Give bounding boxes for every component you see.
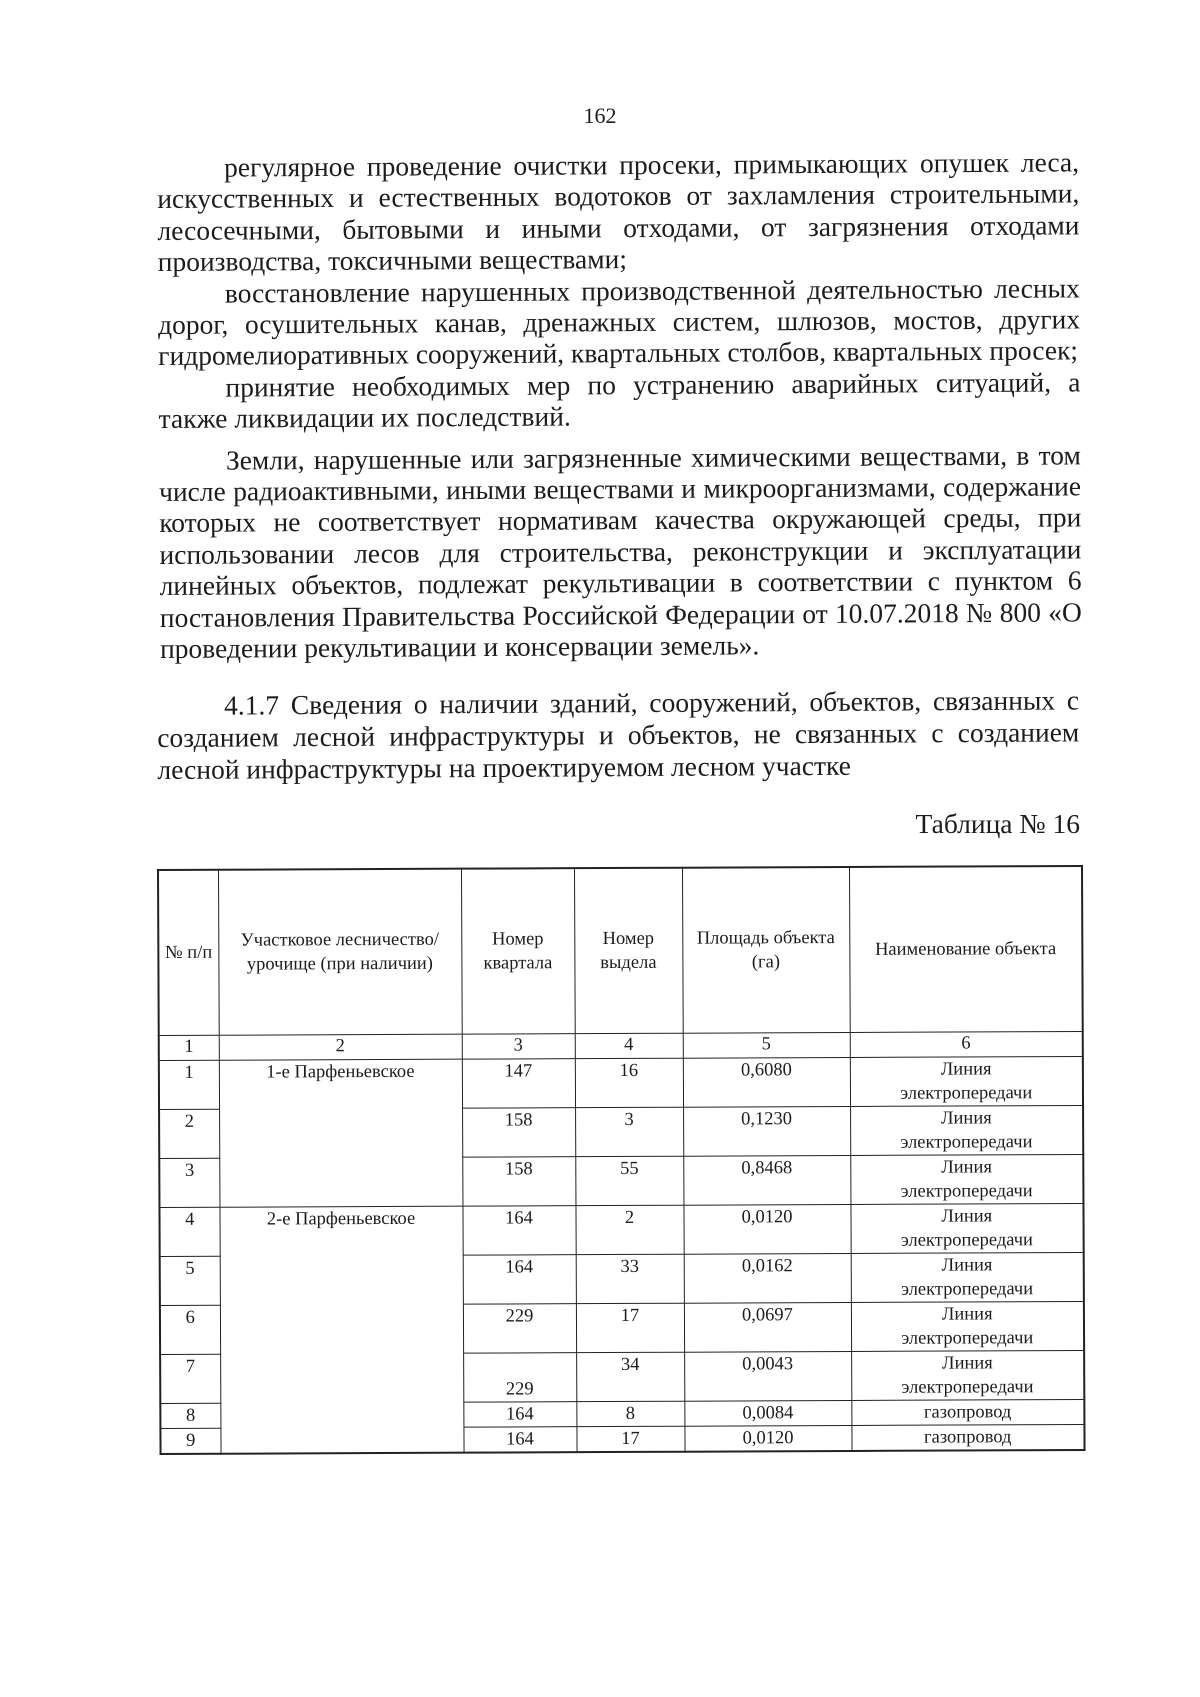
quarter-cell: 229 xyxy=(463,1304,576,1353)
section-cell: 16 xyxy=(575,1058,683,1107)
section-cell: 8 xyxy=(576,1401,684,1426)
object-name-line1: Линия xyxy=(940,1108,992,1129)
table-container xyxy=(157,865,1084,1455)
object-name-line1: Линия xyxy=(941,1157,992,1178)
area-cell: 0,0084 xyxy=(684,1400,851,1426)
object-name-cell xyxy=(851,1399,1084,1425)
quarter-cell: 164 xyxy=(462,1206,575,1255)
area-cell: 0,8468 xyxy=(683,1155,850,1205)
table-row xyxy=(159,1056,1083,1109)
quarter-cell: 147 xyxy=(462,1059,575,1108)
row-num: 3 xyxy=(159,1158,219,1207)
object-name-cell xyxy=(851,1350,1084,1400)
section-heading-text: 4.1.7 Сведения о наличии зданий, сооружений, объектов, связанных с созданием лесной инфраструктуры и объектов, не связанных с созданием лесной инфраструктуры на проектируемом лесном участке xyxy=(157,684,1080,785)
header-name: Наименование объекта xyxy=(849,866,1083,1033)
section-cell: 17 xyxy=(576,1426,684,1452)
header-forestry: Участковое лесничество/урочище (при наличии) xyxy=(218,869,462,1036)
object-name-line2: электропередачи xyxy=(900,1230,1033,1251)
quarter-cell: 229 xyxy=(463,1353,576,1402)
area-cell: 0,0120 xyxy=(683,1204,850,1254)
header-section: Номер выдела xyxy=(574,868,683,1034)
table-caption: Таблица № 16 xyxy=(915,808,1080,839)
row-num: 6 xyxy=(160,1305,220,1354)
object-name-cell xyxy=(851,1252,1084,1302)
object-name-line1: газопровод xyxy=(923,1427,1012,1448)
paragraph-recultivation: Земли, нарушенные или загрязненные химическими веществами, в том числе радиоактивными, иными веществами и микроорганизмами, содержание которых не соответствует нормативам качества окружающей среды, при использовании лесов для строительства, реконструкции и эксплуатации линейных объектов, подлежат рекультивации в соответствии с пунктом 6 постановления Правительства Российской Федерации от 10.07.2018 № 800 «О проведении рекультивации и консервации земель». xyxy=(158,439,1082,665)
section-cell: 3 xyxy=(575,1107,683,1156)
column-number: 4 xyxy=(575,1033,683,1058)
section-cell: 33 xyxy=(576,1254,684,1303)
column-number: 6 xyxy=(850,1031,1083,1057)
object-name-line1: газопровод xyxy=(923,1402,1012,1423)
column-number: 1 xyxy=(159,1035,219,1060)
header-quarter: Номер квартала xyxy=(461,868,575,1034)
object-name-cell xyxy=(851,1424,1084,1451)
column-number: 3 xyxy=(462,1034,575,1059)
area-cell: 0,0120 xyxy=(684,1425,851,1451)
object-name-cell xyxy=(850,1056,1083,1106)
section-cell: 17 xyxy=(576,1303,684,1352)
paragraph-emergency: принятие необходимых мер по устранению аварийных ситуаций, а также ликвидации их последствий. xyxy=(158,366,1081,435)
table-row xyxy=(159,1203,1083,1256)
paragraph-cleaning: регулярное проведение очистки просеки, примыкающих опушек леса, искусственных и естественных водотоков от захламления строительными, лесосечными, бытовыми и иными отходами, от загрязнения отходами производства, токсичными веществами; xyxy=(157,146,1080,278)
section-cell: 34 xyxy=(576,1352,684,1401)
object-name-cell xyxy=(850,1105,1083,1155)
quarter-cell: 158 xyxy=(462,1157,575,1206)
area-cell: 0,0043 xyxy=(684,1351,851,1401)
row-num: 4 xyxy=(159,1207,219,1256)
object-name-cell xyxy=(851,1301,1084,1351)
section-heading xyxy=(157,684,1080,786)
object-name-cell xyxy=(850,1203,1083,1253)
row-num: 8 xyxy=(160,1403,220,1428)
quarter-cell: 158 xyxy=(462,1108,575,1157)
header-num: № п/п xyxy=(158,870,219,1036)
object-name-line1: Линия xyxy=(941,1353,993,1374)
row-num: 2 xyxy=(159,1109,219,1158)
column-number: 2 xyxy=(219,1034,462,1060)
object-name-line2: электропередачи xyxy=(901,1279,1034,1300)
object-name-line2: электропередачи xyxy=(901,1328,1034,1349)
object-name-line2: электропередачи xyxy=(900,1132,1033,1153)
object-name-line2: электропередачи xyxy=(900,1181,1033,1202)
forestry-cell: 2-е Парфеньевское xyxy=(219,1206,463,1454)
forestry-cell: 1-е Парфеньевское xyxy=(219,1059,463,1207)
objects-table xyxy=(157,865,1086,1455)
quarter-cell: 164 xyxy=(463,1255,576,1304)
body-text xyxy=(157,146,1082,664)
row-num: 7 xyxy=(160,1354,220,1403)
area-cell: 0,0162 xyxy=(684,1253,851,1303)
row-num: 1 xyxy=(159,1060,219,1109)
object-name-line2: электропередачи xyxy=(900,1083,1033,1104)
page-number: 162 xyxy=(583,103,617,128)
area-cell: 0,6080 xyxy=(683,1057,850,1107)
header-area: Площадь объекта (га) xyxy=(682,867,850,1033)
object-name-line2: электропередачи xyxy=(901,1377,1034,1398)
object-name-line1: Линия xyxy=(940,1059,992,1080)
section-cell: 55 xyxy=(575,1156,683,1205)
column-number: 5 xyxy=(683,1032,850,1058)
area-cell: 0,1230 xyxy=(683,1106,850,1156)
object-name-cell xyxy=(850,1154,1083,1204)
section-cell: 2 xyxy=(575,1205,683,1254)
row-num: 5 xyxy=(160,1256,220,1305)
quarter-cell: 164 xyxy=(463,1427,576,1453)
object-name-line1: Линия xyxy=(941,1255,993,1276)
area-cell: 0,0697 xyxy=(684,1302,851,1352)
row-num: 9 xyxy=(160,1428,220,1454)
paragraph-restoration: восстановление нарушенных производственной деятельностью лесных дорог, осушительных канав, дренажных систем, шлюзов, мостов, других гидромелиоративных сооружений, квартальных столбов, квартальных просек; xyxy=(157,271,1081,372)
object-name-line1: Линия xyxy=(941,1206,993,1227)
object-name-line1: Линия xyxy=(941,1304,993,1325)
table-header-row xyxy=(158,866,1083,1036)
quarter-cell: 164 xyxy=(463,1402,576,1427)
